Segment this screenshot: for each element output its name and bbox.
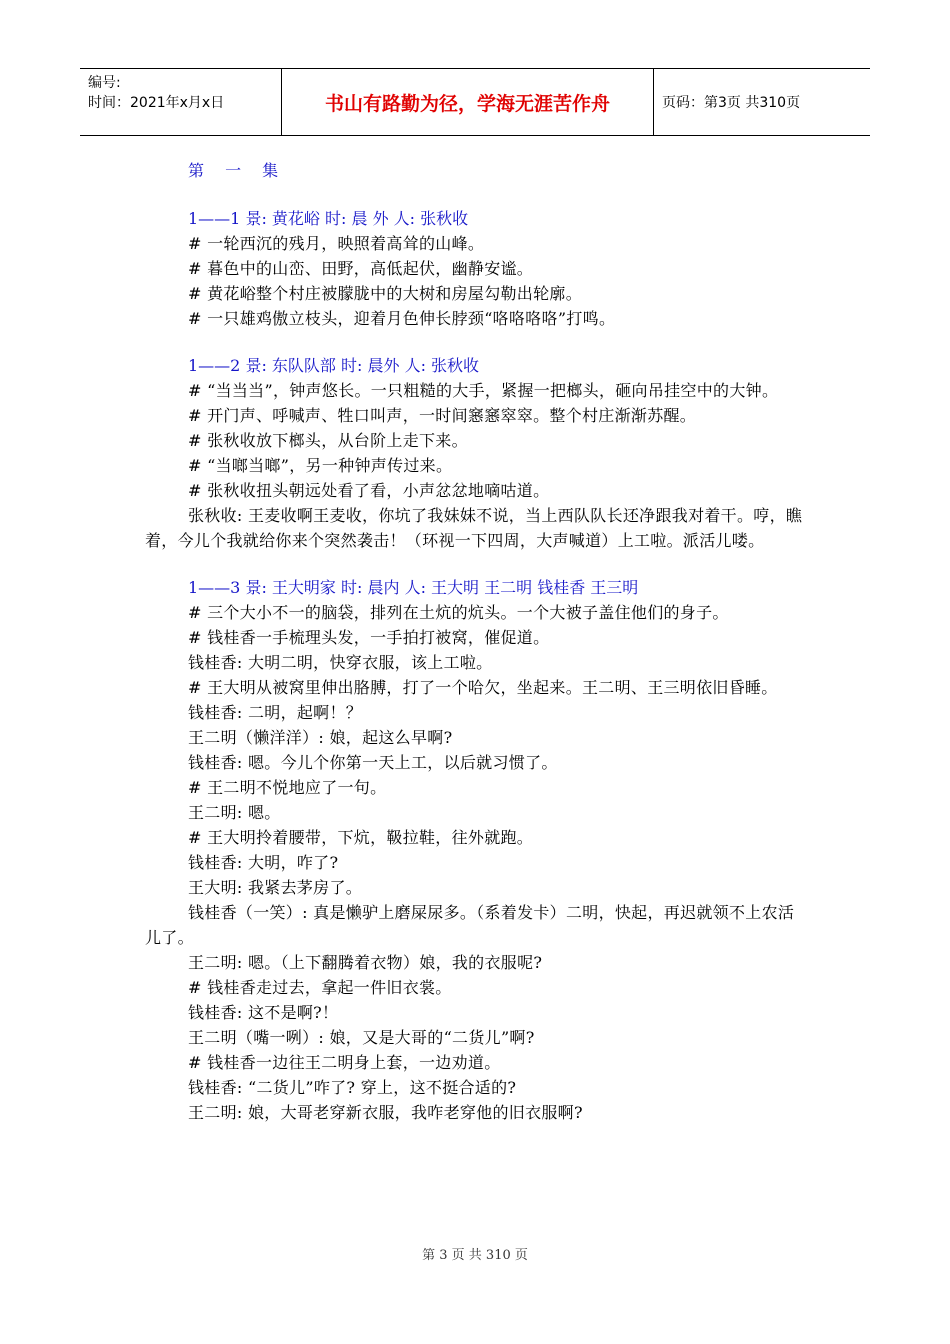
scene xyxy=(145,353,810,553)
script-line: # 王大明从被窝里伸出胳膊，打了一个哈欠，坐起来。王二明、王三明依旧昏睡。 xyxy=(188,678,778,697)
script-line: 王二明（嘴一咧）: 娘，又是大哥的“二货儿”啊? xyxy=(188,1028,535,1047)
script-line: 王二明: 娘，大哥老穿新衣服，我咋老穿他的旧衣服啊? xyxy=(188,1103,583,1122)
script-line: # 暮色中的山峦、田野，高低起伏，幽静安谧。 xyxy=(188,259,534,278)
script-line: # “当当当”，钟声悠长。一只粗糙的大手，紧握一把榔头，砸向吊挂空中的大钟。 xyxy=(188,381,779,400)
script-line: 王二明: 嗯。（上下翻腾着衣物）娘，我的衣服呢? xyxy=(188,953,543,972)
script-line: 钱桂香: 嗯。今儿个你第一天上工，以后就习惯了。 xyxy=(188,753,558,772)
header-meta xyxy=(80,69,282,135)
script-line: # 一只雄鸡傲立枝头，迎着月色伸长脖颈“咯咯咯咯”打鸣。 xyxy=(188,309,616,328)
script-line: # 张秋收扭头朝远处看了看，小声忿忿地嘀咕道。 xyxy=(188,481,550,500)
script-line: # 王大明拎着腰带，下炕，靸拉鞋，往外就跑。 xyxy=(188,828,534,847)
script-line: 钱桂香: 大明二明，快穿衣服，该上工啦。 xyxy=(188,653,493,672)
script-line: # 三个大小不一的脑袋，排列在土炕的炕头。一个大被子盖住他们的身子。 xyxy=(188,603,729,622)
script-line: # 钱桂香一边往王二明身上套，一边劝道。 xyxy=(188,1053,501,1072)
scene xyxy=(145,206,810,331)
header-page-info: 页码：第3页 共310页 xyxy=(662,95,801,111)
script-line: # 开门声、呼喊声、牲口叫声，一时间窸窸窣窣。整个村庄渐渐苏醒。 xyxy=(188,406,697,425)
scene-heading: 1——1 景: 黄花峪 时: 晨 外 人: 张秋收 xyxy=(188,209,469,228)
script-line: # 钱桂香走过去，拿起一件旧衣裳。 xyxy=(188,978,452,997)
script-line: 王二明: 嗯。 xyxy=(188,803,281,822)
page-header xyxy=(80,68,870,136)
script-line: 钱桂香（一笑）: 真是懒驴上磨屎尿多。（系着发卡）二明，快起，再迟就领不上农活儿了。 xyxy=(145,903,795,947)
page-footer: 第 3 页 共 310 页 xyxy=(422,1248,528,1263)
time-label: 时间：2021年x月x日 xyxy=(88,95,225,111)
script-line: # 一轮西沉的残月，映照着高耸的山峰。 xyxy=(188,234,485,253)
script-line: # 黄花峪整个村庄被朦胧中的大树和房屋勾勒出轮廓。 xyxy=(188,284,582,303)
script-line: # 王二明不悦地应了一句。 xyxy=(188,778,387,797)
episode-title: 第 一 集 xyxy=(188,161,287,180)
script-line: 钱桂香: “二货儿”咋了? 穿上，这不挺合适的? xyxy=(188,1078,517,1097)
script-line: # 钱桂香一手梳理头发，一手拍打被窝，催促道。 xyxy=(188,628,550,647)
script-line: 王大明: 我紧去茅房了。 xyxy=(188,878,363,897)
script-line: # 张秋收放下榔头，从台阶上走下来。 xyxy=(188,431,468,450)
scene-heading: 1——2 景: 东队队部 时: 晨外 人: 张秋收 xyxy=(188,356,480,375)
scene xyxy=(145,575,810,1125)
script-line: 钱桂香: 大明，咋了? xyxy=(188,853,339,872)
script-line: 钱桂香: 这不是啊?！ xyxy=(188,1003,339,1022)
script-line: 王二明（懒洋洋）: 娘，起这么早啊? xyxy=(188,728,453,747)
script-line: 张秋收: 王麦收啊王麦收，你坑了我妹妹不说，当上西队队长还净跟我对着干。哼，瞧着，今儿个我就给你来个突然袭击！（环视一下四周，大声喊道）上工啦。派活儿喽。 xyxy=(145,506,803,550)
scene-heading: 1——3 景: 王大明家 时: 晨内 人: 王大明 王二明 钱桂香 王三明 xyxy=(188,578,639,597)
script-body xyxy=(145,158,810,1125)
header-motto: 书山有路勤为径，学海无涯苦作舟 xyxy=(282,69,654,135)
script-line: # “当啷当啷”，另一种钟声传过来。 xyxy=(188,456,453,475)
script-line: 钱桂香: 二明，起啊！？ xyxy=(188,703,363,722)
number-label: 编号: xyxy=(88,75,121,91)
